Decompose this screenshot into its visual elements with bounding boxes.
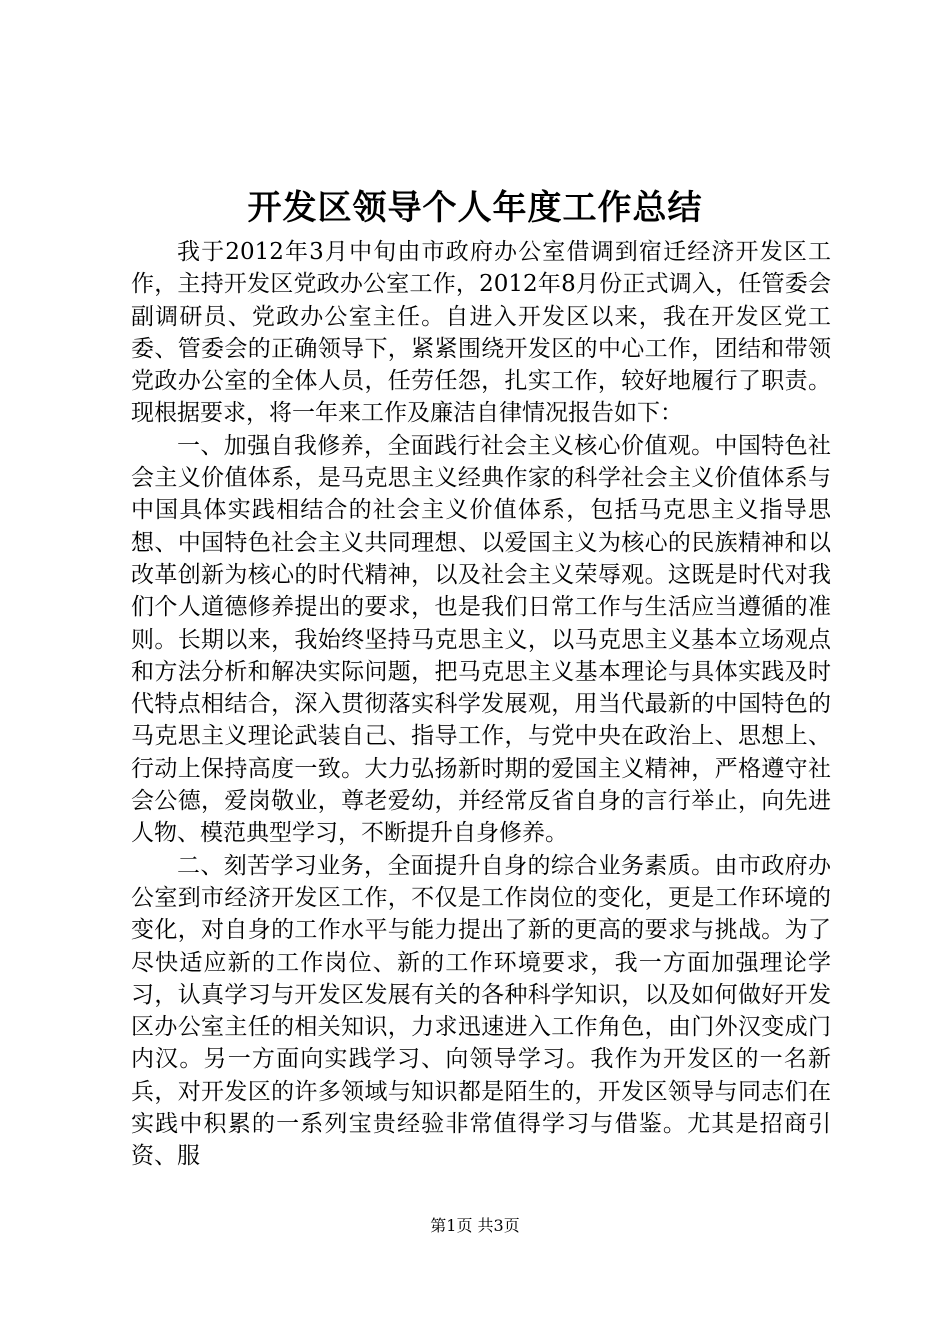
paragraph-section-2: 二、刻苦学习业务，全面提升自身的综合业务素质。由市政府办公室到市经济开发区工作，不仅是工作岗位的变化，更是工作环境的变化，对自身的工作水平与能力提出了新的更高的要求与挑战。为了尽快适应新的工作岗位、新的工作环境要求，我一方面加强理论学习，认真学习与开发区发展有关的各种科学知识，以及如何做好开发区办公室主任的相关知识，力求迅速进入工作角色，由门外汉变成门内汉。另一方面向实践学习、向领导学习。我作为开发区的一名新兵，对开发区的许多领域与知识都是陌生的，开发区领导与同志们在实践中积累的一系列宝贵经验非常值得学习与借鉴。尤其是招商引资、服	[131, 852, 831, 1170]
page-footer: 第1页 共3页	[430, 1216, 520, 1235]
paragraph-section-1: 一、加强自我修养，全面践行社会主义核心价值观。中国特色社会主义价值体系，是马克思主义经典作家的科学社会主义价值体系与中国具体实践相结合的社会主义价值体系，包括马克思主义指导思想、中国特色社会主义共同理想、以爱国主义为核心的民族精神和以改革创新为核心的时代精神，以及社会主义荣辱观。这既是时代对我们个人道德修养提出的要求，也是我们日常工作与生活应当遵循的准则。长期以来，我始终坚持马克思主义，以马克思主义基本立场观点和方法分析和解决实际问题，把马克思主义基本理论与具体实践及时代特点相结合，深入贯彻落实科学发展观，用当代最新的中国特色的马克思主义理论武装自己、指导工作，与党中央在政治上、思想上、行动上保持高度一致。大力弘扬新时期的爱国主义精神，严格遵守社会公德，爱岗敬业，尊老爱幼，并经常反省自身的言行举止，向先进人物、模范典型学习，不断提升自身修养。	[131, 432, 831, 847]
document-title: 开发区领导个人年度工作总结	[247, 188, 703, 228]
paragraph-intro: 我于2012年3月中旬由市政府办公室借调到宿迁经济开发区工作，主持开发区党政办公室工作，2012年8月份正式调入，任管委会副调研员、党政办公室主任。自进入开发区以来，我在开发区党工委、管委会的正确领导下，紧紧围绕开发区的中心工作，团结和带领党政办公室的全体人员，任劳任怨，扎实工作，较好地履行了职责。现根据要求，将一年来工作及廉洁自律情况报告如下：	[131, 239, 831, 427]
document-body	[131, 236, 831, 1173]
